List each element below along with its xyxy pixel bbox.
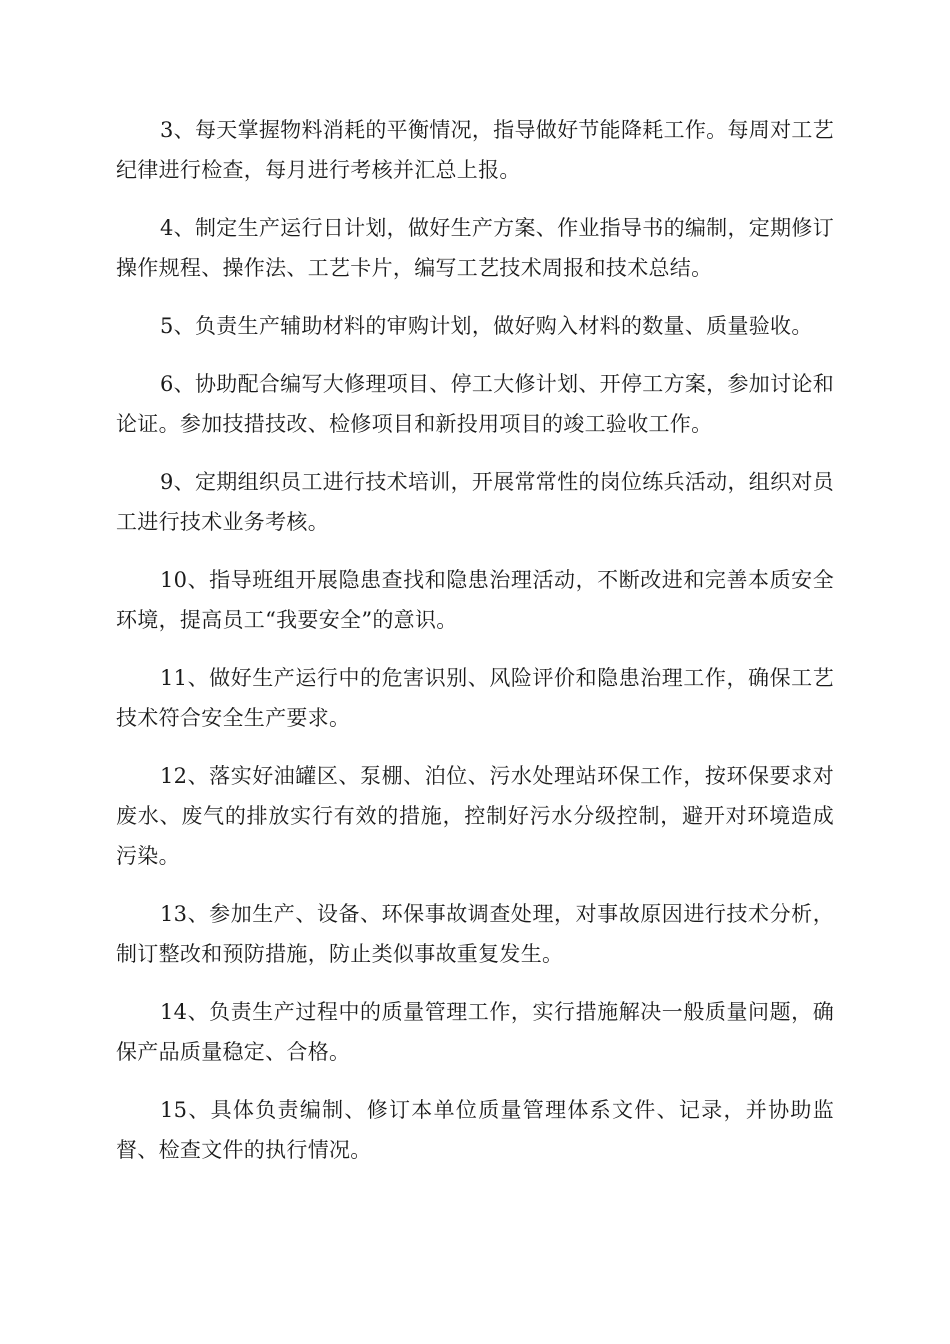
paragraph-item-12: 12、落实好油罐区、泵棚、泊位、污水处理站环保工作，按环保要求对废水、废气的排放实行有效的措施，控制好污水分级控制，避开对环境造成污染。 (116, 764, 834, 868)
paragraph-item-5: 5、负责生产辅助材料的审购计划，做好购入材料的数量、质量验收。 (160, 314, 813, 338)
paragraph-item-15: 15、具体负责编制、修订本单位质量管理体系文件、记录，并协助监督、检查文件的执行情况。 (116, 1098, 834, 1162)
paragraph-item-13: 13、参加生产、设备、环保事故调查处理，对事故原因进行技术分析，制订整改和预防措施，防止类似事故重复发生。 (116, 902, 834, 966)
document-body (116, 110, 834, 1188)
paragraph-item-4: 4、制定生产运行日计划，做好生产方案、作业指导书的编制，定期修订操作规程、操作法、工艺卡片，编写工艺技术周报和技术总结。 (116, 216, 834, 280)
paragraph-item-9: 9、定期组织员工进行技术培训，开展常常性的岗位练兵活动，组织对员工进行技术业务考核。 (116, 470, 834, 534)
paragraph-item-11: 11、做好生产运行中的危害识别、风险评价和隐患治理工作，确保工艺技术符合安全生产要求。 (116, 666, 834, 730)
paragraph-item-6: 6、协助配合编写大修理项目、停工大修计划、开停工方案，参加讨论和论证。参加技措技改、检修项目和新投用项目的竣工验收工作。 (116, 372, 834, 436)
paragraph-item-14: 14、负责生产过程中的质量管理工作，实行措施解决一般质量问题，确保产品质量稳定、合格。 (116, 1000, 834, 1064)
paragraph-item-3: 3、每天掌握物料消耗的平衡情况，指导做好节能降耗工作。每周对工艺纪律进行检查，每月进行考核并汇总上报。 (116, 118, 834, 182)
paragraph-item-10: 10、指导班组开展隐患查找和隐患治理活动，不断改进和完善本质安全环境，提高员工“我要安全”的意识。 (116, 568, 834, 632)
